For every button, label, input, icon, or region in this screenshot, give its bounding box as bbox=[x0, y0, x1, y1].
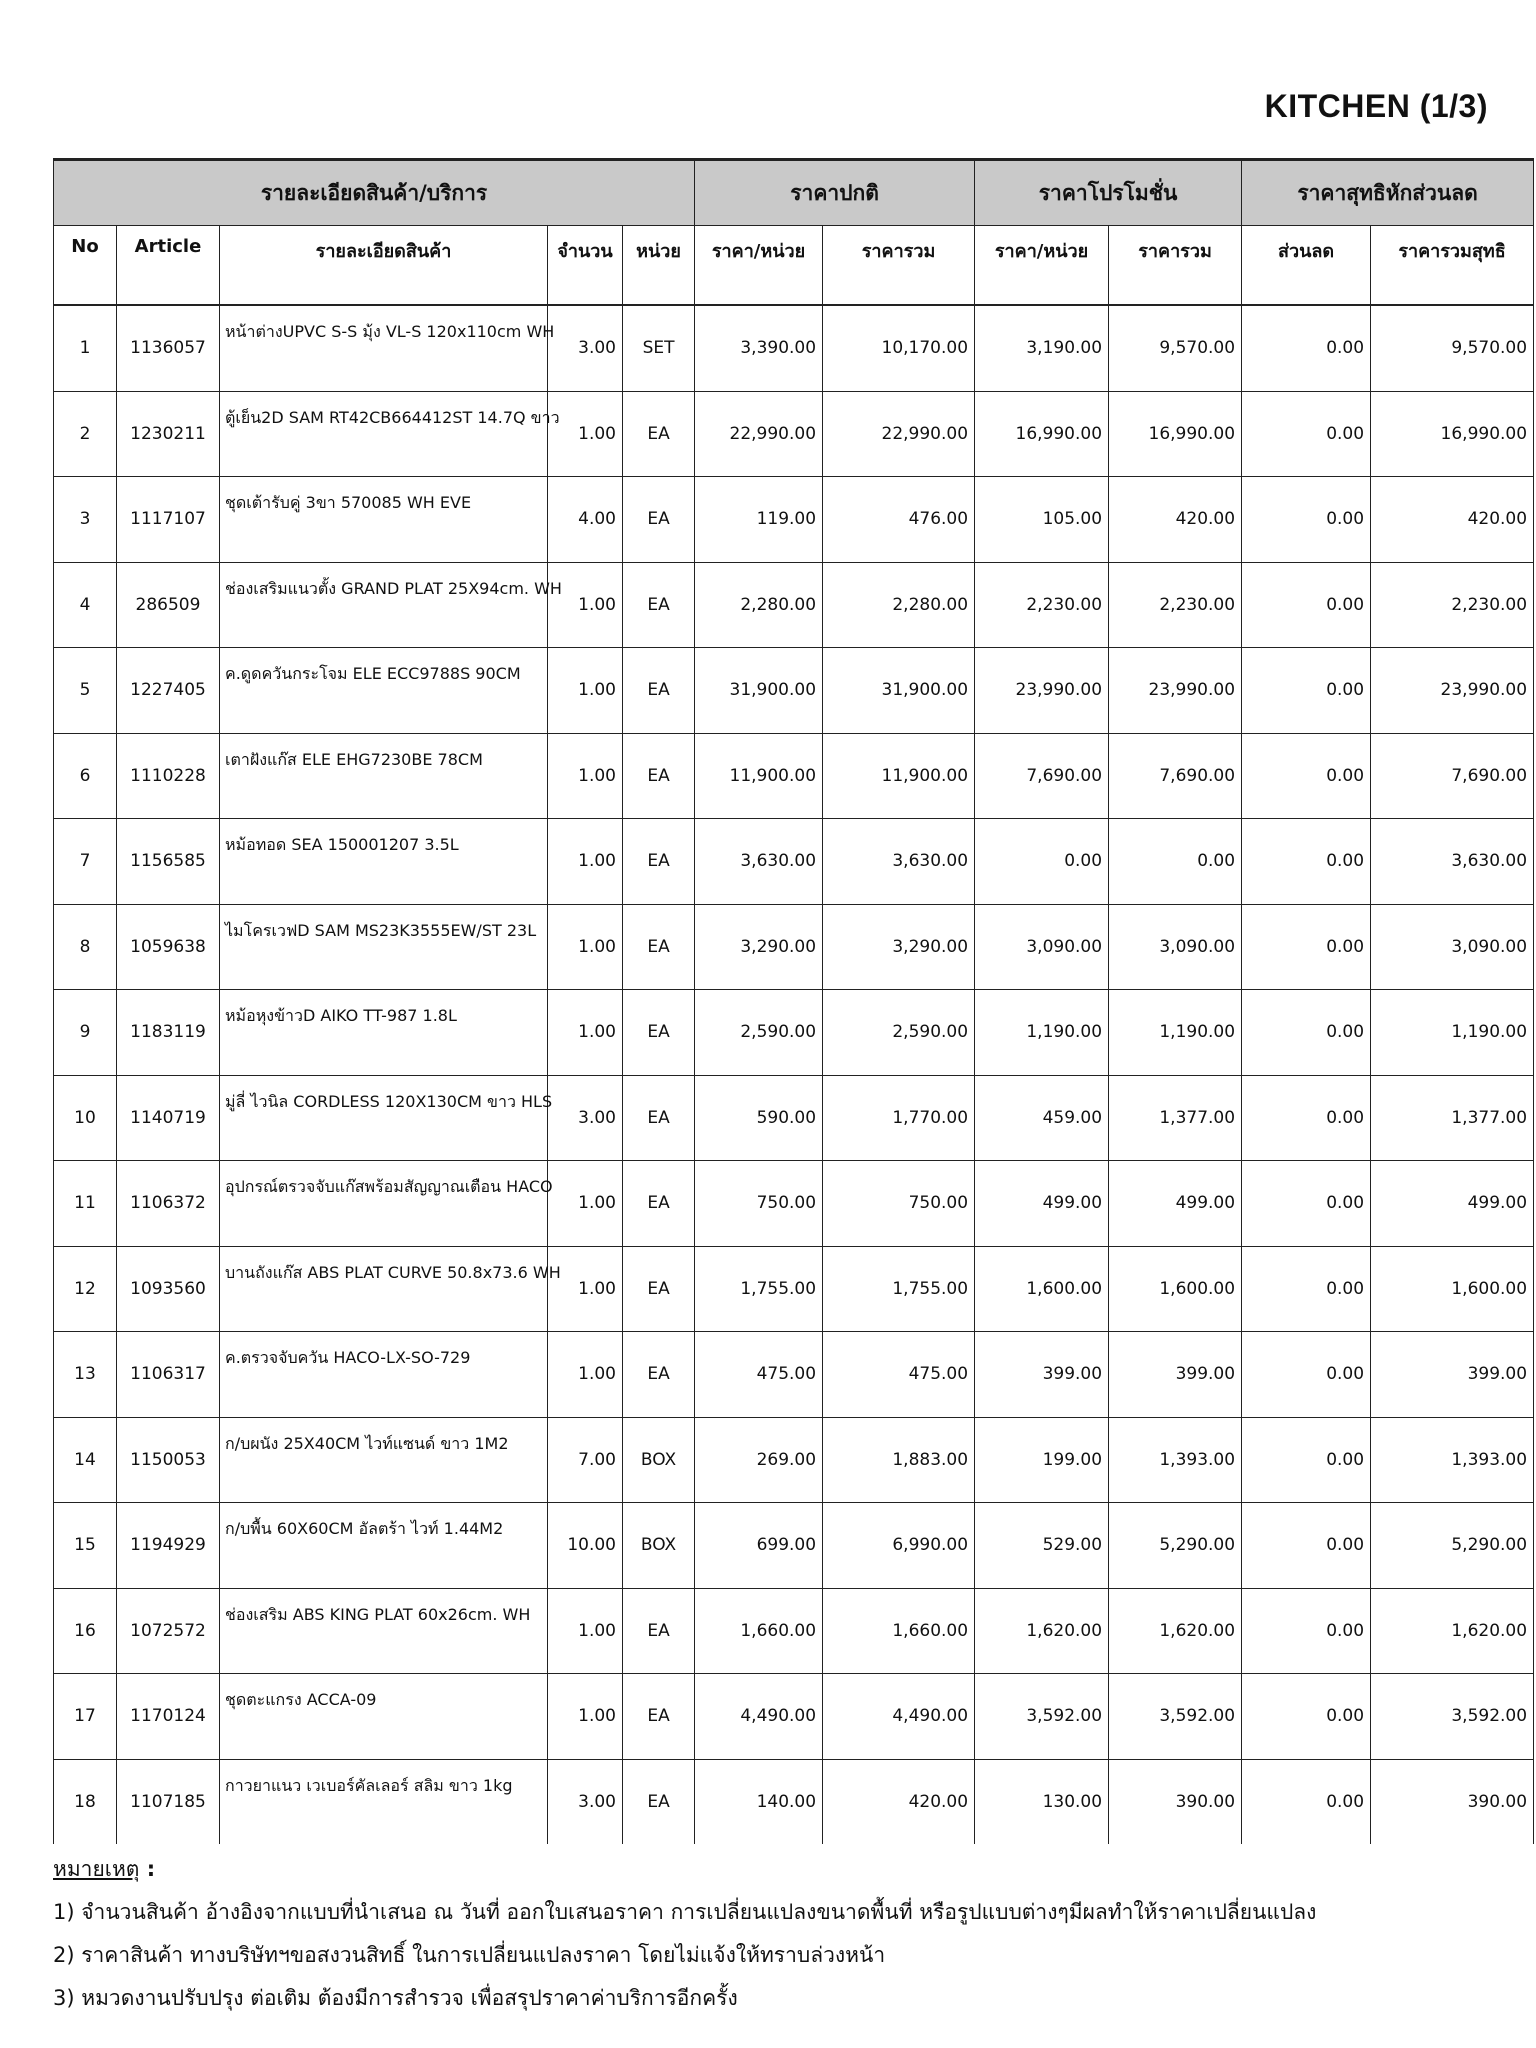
row-promo-unit-price: 1,190.00 bbox=[975, 990, 1109, 1076]
row-net-total: 9,570.00 bbox=[1371, 305, 1534, 391]
row-promo-total: 1,620.00 bbox=[1109, 1588, 1242, 1674]
row-unit-price: 119.00 bbox=[695, 477, 823, 563]
row-no: 15 bbox=[54, 1503, 117, 1589]
row-promo-unit-price: 3,090.00 bbox=[975, 904, 1109, 990]
table-row bbox=[54, 1588, 1534, 1674]
row-qty: 3.00 bbox=[548, 1075, 623, 1161]
row-discount: 0.00 bbox=[1242, 1588, 1371, 1674]
row-article: 1093560 bbox=[117, 1246, 220, 1332]
row-qty: 1.00 bbox=[548, 990, 623, 1076]
col-header-no: No bbox=[54, 226, 117, 306]
row-discount: 0.00 bbox=[1242, 477, 1371, 563]
row-discount: 0.00 bbox=[1242, 1075, 1371, 1161]
table-row bbox=[54, 477, 1534, 563]
row-article: 1170124 bbox=[117, 1674, 220, 1760]
row-no: 14 bbox=[54, 1417, 117, 1503]
row-no: 4 bbox=[54, 562, 117, 648]
row-article: 1230211 bbox=[117, 391, 220, 477]
row-article: 1150053 bbox=[117, 1417, 220, 1503]
row-total: 750.00 bbox=[823, 1161, 975, 1247]
row-description: ก/บพื้น 60X60CM อัลตร้า ไวท์ 1.44M2 bbox=[220, 1503, 548, 1589]
row-description: กาวยาแนว เวเบอร์คัลเลอร์ สลิม ขาว 1kg bbox=[220, 1759, 548, 1844]
row-promo-total: 1,190.00 bbox=[1109, 990, 1242, 1076]
row-promo-unit-price: 7,690.00 bbox=[975, 733, 1109, 819]
row-qty: 1.00 bbox=[548, 1161, 623, 1247]
row-net-total: 16,990.00 bbox=[1371, 391, 1534, 477]
row-description: เตาฝังแก๊ส ELE EHG7230BE 78CM bbox=[220, 733, 548, 819]
row-qty: 1.00 bbox=[548, 1332, 623, 1418]
row-qty: 4.00 bbox=[548, 477, 623, 563]
row-net-total: 1,190.00 bbox=[1371, 990, 1534, 1076]
row-article: 1140719 bbox=[117, 1075, 220, 1161]
col-header-unit-price: ราคา/หน่วย bbox=[695, 226, 823, 306]
row-discount: 0.00 bbox=[1242, 1759, 1371, 1844]
table-row bbox=[54, 733, 1534, 819]
col-header-qty: จำนวน bbox=[548, 226, 623, 306]
row-qty: 1.00 bbox=[548, 1588, 623, 1674]
row-unit: EA bbox=[623, 1332, 695, 1418]
row-promo-total: 16,990.00 bbox=[1109, 391, 1242, 477]
row-promo-unit-price: 529.00 bbox=[975, 1503, 1109, 1589]
row-unit: EA bbox=[623, 904, 695, 990]
row-qty: 1.00 bbox=[548, 391, 623, 477]
row-unit-price: 2,590.00 bbox=[695, 990, 823, 1076]
row-net-total: 420.00 bbox=[1371, 477, 1534, 563]
group-header-promo-price: ราคาโปรโมชั่น bbox=[975, 160, 1242, 226]
row-description: ชุดตะแกรง ACCA-09 bbox=[220, 1674, 548, 1760]
note-item-3: 3) หมวดงานปรับปรุง ต่อเติม ต้องมีการสำรวจ เพื่อสรุปราคาค่าบริการอีกครั้ง bbox=[53, 1986, 738, 2010]
row-no: 17 bbox=[54, 1674, 117, 1760]
row-discount: 0.00 bbox=[1242, 648, 1371, 734]
row-unit: BOX bbox=[623, 1503, 695, 1589]
col-header-unit: หน่วย bbox=[623, 226, 695, 306]
row-qty: 1.00 bbox=[548, 904, 623, 990]
row-promo-unit-price: 459.00 bbox=[975, 1075, 1109, 1161]
row-total: 420.00 bbox=[823, 1759, 975, 1844]
row-description: ช่องเสริมแนวตั้ง GRAND PLAT 25X94cm. WH bbox=[220, 562, 548, 648]
row-total: 31,900.00 bbox=[823, 648, 975, 734]
row-unit-price: 1,660.00 bbox=[695, 1588, 823, 1674]
row-promo-unit-price: 130.00 bbox=[975, 1759, 1109, 1844]
row-no: 11 bbox=[54, 1161, 117, 1247]
row-net-total: 1,393.00 bbox=[1371, 1417, 1534, 1503]
row-total: 3,630.00 bbox=[823, 819, 975, 905]
row-description: ชุดเต้ารับคู่ 3ขา 570085 WH EVE bbox=[220, 477, 548, 563]
row-promo-unit-price: 1,620.00 bbox=[975, 1588, 1109, 1674]
row-article: 1136057 bbox=[117, 305, 220, 391]
note-item-2: 2) ราคาสินค้า ทางบริษัทฯขอสงวนสิทธิ์ ในการเปลี่ยนแปลงราคา โดยไม่แจ้งให้ทราบล่วงหน้า bbox=[53, 1943, 886, 1967]
notes-heading-colon: : bbox=[139, 1857, 156, 1881]
table-row bbox=[54, 1161, 1534, 1247]
row-description: ค.ตรวจจับควัน HACO-LX-SO-729 bbox=[220, 1332, 548, 1418]
table-row bbox=[54, 1759, 1534, 1844]
row-total: 6,990.00 bbox=[823, 1503, 975, 1589]
col-header-description: รายละเอียดสินค้า bbox=[220, 226, 548, 306]
row-unit: EA bbox=[623, 477, 695, 563]
row-unit-price: 699.00 bbox=[695, 1503, 823, 1589]
row-total: 11,900.00 bbox=[823, 733, 975, 819]
row-total: 1,883.00 bbox=[823, 1417, 975, 1503]
row-unit-price: 31,900.00 bbox=[695, 648, 823, 734]
notes-heading-line bbox=[53, 1848, 1493, 1891]
row-description: ตู้เย็น2D SAM RT42CB664412ST 14.7Q ขาว bbox=[220, 391, 548, 477]
row-promo-total: 0.00 bbox=[1109, 819, 1242, 905]
page-title: KITCHEN (1/3) bbox=[1264, 88, 1488, 124]
row-unit-price: 3,630.00 bbox=[695, 819, 823, 905]
row-article: 1072572 bbox=[117, 1588, 220, 1674]
column-header-row bbox=[54, 226, 1534, 306]
row-net-total: 499.00 bbox=[1371, 1161, 1534, 1247]
quotation-table bbox=[53, 158, 1534, 1844]
row-unit-price: 750.00 bbox=[695, 1161, 823, 1247]
row-net-total: 2,230.00 bbox=[1371, 562, 1534, 648]
row-total: 4,490.00 bbox=[823, 1674, 975, 1760]
row-promo-total: 23,990.00 bbox=[1109, 648, 1242, 734]
row-promo-total: 1,377.00 bbox=[1109, 1075, 1242, 1161]
row-unit: EA bbox=[623, 1674, 695, 1760]
row-promo-total: 3,592.00 bbox=[1109, 1674, 1242, 1760]
row-net-total: 7,690.00 bbox=[1371, 733, 1534, 819]
row-no: 10 bbox=[54, 1075, 117, 1161]
row-total: 1,755.00 bbox=[823, 1246, 975, 1332]
row-promo-unit-price: 105.00 bbox=[975, 477, 1109, 563]
col-header-discount: ส่วนลด bbox=[1242, 226, 1371, 306]
table-row bbox=[54, 1246, 1534, 1332]
row-unit-price: 3,390.00 bbox=[695, 305, 823, 391]
row-no: 6 bbox=[54, 733, 117, 819]
row-net-total: 3,592.00 bbox=[1371, 1674, 1534, 1760]
row-no: 9 bbox=[54, 990, 117, 1076]
row-unit-price: 3,290.00 bbox=[695, 904, 823, 990]
row-no: 8 bbox=[54, 904, 117, 990]
row-unit: EA bbox=[623, 1075, 695, 1161]
row-promo-total: 7,690.00 bbox=[1109, 733, 1242, 819]
col-header-article: Article bbox=[117, 226, 220, 306]
note-item-1: 1) จำนวนสินค้า อ้างอิงจากแบบที่นำเสนอ ณ วันที่ ออกใบเสนอราคา การเปลี่ยนแปลงขนาดพื้นที่ หรือรูปแบบต่างๆมีผลทำให้ราคาเปลี่ยนแปลง bbox=[53, 1900, 1317, 1924]
row-promo-unit-price: 16,990.00 bbox=[975, 391, 1109, 477]
row-no: 16 bbox=[54, 1588, 117, 1674]
row-promo-unit-price: 2,230.00 bbox=[975, 562, 1109, 648]
row-discount: 0.00 bbox=[1242, 562, 1371, 648]
col-header-total: ราคารวม bbox=[823, 226, 975, 306]
row-total: 476.00 bbox=[823, 477, 975, 563]
row-description: หน้าต่างUPVC S-S มุ้ง VL-S 120x110cm WH bbox=[220, 305, 548, 391]
row-unit: SET bbox=[623, 305, 695, 391]
row-discount: 0.00 bbox=[1242, 1332, 1371, 1418]
table-body bbox=[54, 305, 1534, 1844]
row-description: หม้อทอด SEA 150001207 3.5L bbox=[220, 819, 548, 905]
row-total: 1,770.00 bbox=[823, 1075, 975, 1161]
row-discount: 0.00 bbox=[1242, 305, 1371, 391]
row-article: 1117107 bbox=[117, 477, 220, 563]
table-row bbox=[54, 1332, 1534, 1418]
group-header-normal-price: ราคาปกติ bbox=[695, 160, 975, 226]
row-discount: 0.00 bbox=[1242, 1161, 1371, 1247]
row-no: 13 bbox=[54, 1332, 117, 1418]
table-row bbox=[54, 1674, 1534, 1760]
row-total: 1,660.00 bbox=[823, 1588, 975, 1674]
row-description: ก/บผนัง 25X40CM ไวท์แซนด์ ขาว 1M2 bbox=[220, 1417, 548, 1503]
row-unit: EA bbox=[623, 819, 695, 905]
row-unit: EA bbox=[623, 990, 695, 1076]
row-discount: 0.00 bbox=[1242, 819, 1371, 905]
table-row bbox=[54, 305, 1534, 391]
row-unit: BOX bbox=[623, 1417, 695, 1503]
table-row bbox=[54, 819, 1534, 905]
row-unit: EA bbox=[623, 1246, 695, 1332]
row-promo-unit-price: 3,592.00 bbox=[975, 1674, 1109, 1760]
row-unit: EA bbox=[623, 1588, 695, 1674]
row-promo-unit-price: 1,600.00 bbox=[975, 1246, 1109, 1332]
row-unit: EA bbox=[623, 648, 695, 734]
table-row bbox=[54, 562, 1534, 648]
row-unit-price: 1,755.00 bbox=[695, 1246, 823, 1332]
row-qty: 1.00 bbox=[548, 562, 623, 648]
row-qty: 1.00 bbox=[548, 1674, 623, 1760]
row-article: 1110228 bbox=[117, 733, 220, 819]
row-promo-total: 5,290.00 bbox=[1109, 1503, 1242, 1589]
row-promo-unit-price: 23,990.00 bbox=[975, 648, 1109, 734]
row-net-total: 1,377.00 bbox=[1371, 1075, 1534, 1161]
row-discount: 0.00 bbox=[1242, 990, 1371, 1076]
row-promo-total: 1,600.00 bbox=[1109, 1246, 1242, 1332]
row-unit: EA bbox=[623, 733, 695, 819]
row-qty: 1.00 bbox=[548, 819, 623, 905]
notes-heading: หมายเหตุ bbox=[53, 1857, 140, 1881]
row-qty: 10.00 bbox=[548, 1503, 623, 1589]
row-total: 3,290.00 bbox=[823, 904, 975, 990]
row-net-total: 3,630.00 bbox=[1371, 819, 1534, 905]
table-row bbox=[54, 990, 1534, 1076]
row-net-total: 5,290.00 bbox=[1371, 1503, 1534, 1589]
row-promo-total: 9,570.00 bbox=[1109, 305, 1242, 391]
row-article: 1194929 bbox=[117, 1503, 220, 1589]
table-row bbox=[54, 904, 1534, 990]
group-header-row bbox=[54, 160, 1534, 226]
row-article: 1183119 bbox=[117, 990, 220, 1076]
row-total: 10,170.00 bbox=[823, 305, 975, 391]
row-unit-price: 140.00 bbox=[695, 1759, 823, 1844]
row-net-total: 23,990.00 bbox=[1371, 648, 1534, 734]
row-description: บานถังแก๊ส ABS PLAT CURVE 50.8x73.6 WH bbox=[220, 1246, 548, 1332]
row-promo-total: 399.00 bbox=[1109, 1332, 1242, 1418]
row-net-total: 1,620.00 bbox=[1371, 1588, 1534, 1674]
notes-section bbox=[53, 1848, 1493, 2020]
table-row bbox=[54, 391, 1534, 477]
row-promo-unit-price: 0.00 bbox=[975, 819, 1109, 905]
row-article: 286509 bbox=[117, 562, 220, 648]
row-unit-price: 2,280.00 bbox=[695, 562, 823, 648]
row-discount: 0.00 bbox=[1242, 1503, 1371, 1589]
col-header-net-total: ราคารวมสุทธิ bbox=[1371, 226, 1534, 306]
row-unit-price: 590.00 bbox=[695, 1075, 823, 1161]
row-total: 22,990.00 bbox=[823, 391, 975, 477]
row-unit-price: 22,990.00 bbox=[695, 391, 823, 477]
row-article: 1227405 bbox=[117, 648, 220, 734]
row-description: อุปกรณ์ตรวจจับแก๊สพร้อมสัญญาณเตือน HACO bbox=[220, 1161, 548, 1247]
row-description: ช่องเสริม ABS KING PLAT 60x26cm. WH bbox=[220, 1588, 548, 1674]
row-promo-total: 2,230.00 bbox=[1109, 562, 1242, 648]
row-unit-price: 475.00 bbox=[695, 1332, 823, 1418]
row-article: 1106317 bbox=[117, 1332, 220, 1418]
row-no: 12 bbox=[54, 1246, 117, 1332]
row-no: 7 bbox=[54, 819, 117, 905]
group-header-details: รายละเอียดสินค้า/บริการ bbox=[54, 160, 695, 226]
quotation-table-container bbox=[53, 158, 1528, 1812]
col-header-promo-unit-price: ราคา/หน่วย bbox=[975, 226, 1109, 306]
row-description: ไมโครเวฟD SAM MS23K3555EW/ST 23L bbox=[220, 904, 548, 990]
row-no: 2 bbox=[54, 391, 117, 477]
row-qty: 1.00 bbox=[548, 733, 623, 819]
row-qty: 1.00 bbox=[548, 648, 623, 734]
row-discount: 0.00 bbox=[1242, 1674, 1371, 1760]
row-unit: EA bbox=[623, 1161, 695, 1247]
row-qty: 3.00 bbox=[548, 1759, 623, 1844]
row-discount: 0.00 bbox=[1242, 391, 1371, 477]
row-promo-unit-price: 499.00 bbox=[975, 1161, 1109, 1247]
row-discount: 0.00 bbox=[1242, 1417, 1371, 1503]
table-row bbox=[54, 1075, 1534, 1161]
group-header-net-price: ราคาสุทธิหักส่วนลด bbox=[1242, 160, 1534, 226]
row-total: 475.00 bbox=[823, 1332, 975, 1418]
row-unit-price: 11,900.00 bbox=[695, 733, 823, 819]
row-total: 2,590.00 bbox=[823, 990, 975, 1076]
row-description: หม้อหุงข้าวD AIKO TT-987 1.8L bbox=[220, 990, 548, 1076]
row-promo-unit-price: 199.00 bbox=[975, 1417, 1109, 1503]
row-total: 2,280.00 bbox=[823, 562, 975, 648]
row-no: 5 bbox=[54, 648, 117, 734]
row-net-total: 399.00 bbox=[1371, 1332, 1534, 1418]
row-promo-unit-price: 399.00 bbox=[975, 1332, 1109, 1418]
row-unit-price: 4,490.00 bbox=[695, 1674, 823, 1760]
row-no: 3 bbox=[54, 477, 117, 563]
row-unit-price: 269.00 bbox=[695, 1417, 823, 1503]
row-no: 18 bbox=[54, 1759, 117, 1844]
row-no: 1 bbox=[54, 305, 117, 391]
row-article: 1059638 bbox=[117, 904, 220, 990]
row-net-total: 1,600.00 bbox=[1371, 1246, 1534, 1332]
row-article: 1156585 bbox=[117, 819, 220, 905]
row-net-total: 3,090.00 bbox=[1371, 904, 1534, 990]
row-description: มู่ลี่ ไวนิล CORDLESS 120X130CM ขาว HLS bbox=[220, 1075, 548, 1161]
table-row bbox=[54, 1503, 1534, 1589]
row-qty: 3.00 bbox=[548, 305, 623, 391]
row-discount: 0.00 bbox=[1242, 1246, 1371, 1332]
row-discount: 0.00 bbox=[1242, 904, 1371, 990]
row-unit: EA bbox=[623, 562, 695, 648]
row-article: 1106372 bbox=[117, 1161, 220, 1247]
row-article: 1107185 bbox=[117, 1759, 220, 1844]
col-header-promo-total: ราคารวม bbox=[1109, 226, 1242, 306]
row-promo-unit-price: 3,190.00 bbox=[975, 305, 1109, 391]
row-promo-total: 390.00 bbox=[1109, 1759, 1242, 1844]
row-promo-total: 3,090.00 bbox=[1109, 904, 1242, 990]
row-discount: 0.00 bbox=[1242, 733, 1371, 819]
row-qty: 1.00 bbox=[548, 1246, 623, 1332]
table-row bbox=[54, 1417, 1534, 1503]
row-promo-total: 499.00 bbox=[1109, 1161, 1242, 1247]
row-qty: 7.00 bbox=[548, 1417, 623, 1503]
row-promo-total: 1,393.00 bbox=[1109, 1417, 1242, 1503]
row-unit: EA bbox=[623, 391, 695, 477]
table-row bbox=[54, 648, 1534, 734]
row-net-total: 390.00 bbox=[1371, 1759, 1534, 1844]
row-promo-total: 420.00 bbox=[1109, 477, 1242, 563]
row-description: ค.ดูดควันกระโจม ELE ECC9788S 90CM bbox=[220, 648, 548, 734]
row-unit: EA bbox=[623, 1759, 695, 1844]
